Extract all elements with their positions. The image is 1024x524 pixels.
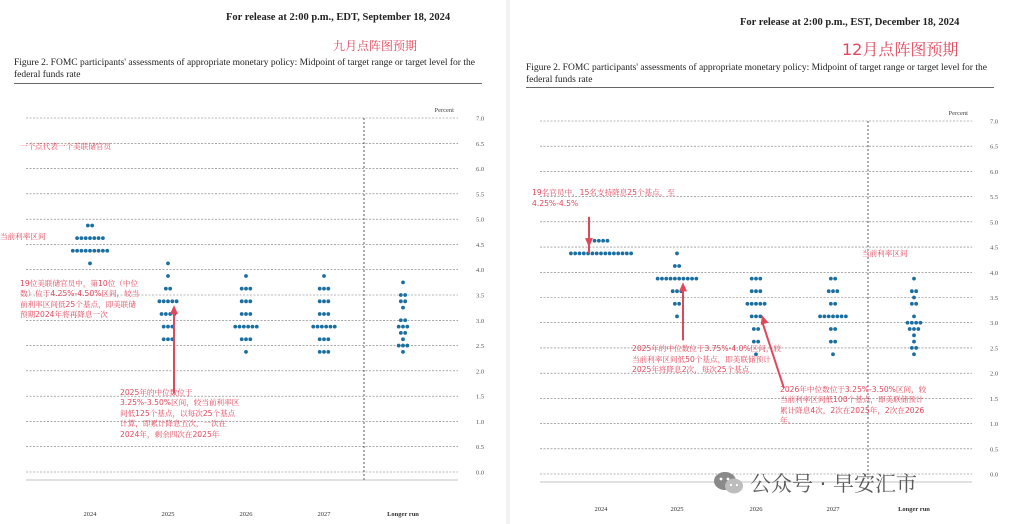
participant-dot <box>326 350 330 354</box>
participant-dot <box>164 312 168 316</box>
x-category-label: 2025 <box>161 511 175 518</box>
y-tick-label: 7.0 <box>476 115 485 123</box>
participant-dot <box>166 274 170 278</box>
y-tick-label: 0.0 <box>990 471 999 479</box>
participant-dot <box>673 277 677 281</box>
release-line: For release at 2:00 p.m., EST, December 18, 2024 <box>740 17 960 28</box>
participant-dot <box>758 302 762 306</box>
participant-dot <box>329 325 333 329</box>
participant-dot <box>92 249 96 253</box>
x-category-label: 2024 <box>594 506 608 513</box>
y-tick-label: 1.5 <box>990 395 999 403</box>
participant-dot <box>399 331 403 335</box>
participant-dot <box>916 327 920 331</box>
participant-dot <box>75 236 79 240</box>
participant-dot <box>754 277 758 281</box>
participant-dot <box>403 331 407 335</box>
participant-dot <box>840 315 844 319</box>
participant-dot <box>908 327 912 331</box>
participant-dot <box>242 325 246 329</box>
participant-dot <box>750 289 754 293</box>
x-category-label: 2026 <box>749 506 763 513</box>
y-tick-label: 6.0 <box>476 166 485 174</box>
participant-dot <box>403 299 407 303</box>
dot-plot-september <box>0 0 506 524</box>
annotation-text-body: 2026年中位数位于3.25%-3.50%区间，较当前利率区间低100个基点，即美联储预计累计降息4次，2次在2025年，2次在2026年。 <box>780 384 927 426</box>
y-tick-label: 4.5 <box>990 244 999 252</box>
x-category-label: 2026 <box>239 511 253 518</box>
y-tick-label: 1.0 <box>476 418 485 426</box>
annotation-text-body: 一个点代表一个美联储官员 <box>20 142 112 152</box>
annotation-text <box>120 388 240 458</box>
participant-dot <box>84 236 88 240</box>
participant-dot <box>752 327 756 331</box>
participant-dot <box>322 287 326 291</box>
participant-dot <box>244 299 248 303</box>
participant-dot <box>318 350 322 354</box>
y-tick-label: 7.0 <box>990 118 999 126</box>
participant-dot <box>166 261 170 265</box>
participant-dot <box>318 337 322 341</box>
participant-dot <box>758 277 762 281</box>
annotation-arrow-head <box>170 305 178 314</box>
participant-dot <box>401 325 405 329</box>
participant-dot <box>88 236 92 240</box>
participant-dot <box>164 287 168 291</box>
y-tick-label: 1.5 <box>476 393 485 401</box>
participant-dot <box>166 325 170 329</box>
participant-dot <box>677 277 681 281</box>
participant-dot <box>675 315 679 319</box>
y-tick-label: 4.0 <box>476 267 485 275</box>
participant-dot <box>240 337 244 341</box>
participant-dot <box>912 340 916 344</box>
participant-dot <box>248 312 252 316</box>
participant-dot <box>158 299 162 303</box>
participant-dot <box>318 299 322 303</box>
participant-dot <box>255 325 259 329</box>
x-category-label: 2024 <box>83 511 97 518</box>
participant-dot <box>835 289 839 293</box>
figure-title: Figure 2. FOMC participants' assessments of appropriate monetary policy: Midpoint of target range or target level for the federal funds rate <box>14 58 475 80</box>
participant-dot <box>162 337 166 341</box>
wechat-icon <box>712 470 746 496</box>
participant-dot <box>405 325 409 329</box>
chart-label-cn: 12月点阵图预期 <box>842 40 959 59</box>
participant-dot <box>750 315 754 319</box>
participant-dot <box>682 277 686 281</box>
participant-dot <box>246 325 250 329</box>
left-chart-panel <box>0 0 506 524</box>
participant-dot <box>168 287 172 291</box>
participant-dot <box>101 249 105 253</box>
participant-dot <box>166 337 170 341</box>
y-tick-label: 5.0 <box>476 216 485 224</box>
participant-dot <box>322 312 326 316</box>
participant-dot <box>660 277 664 281</box>
participant-dot <box>397 344 401 348</box>
y-tick-label: 2.5 <box>990 345 999 353</box>
y-tick-label: 0.5 <box>476 444 485 452</box>
participant-dot <box>750 277 754 281</box>
participant-dot <box>673 302 677 306</box>
y-tick-label: 5.5 <box>476 191 485 199</box>
participant-dot <box>320 325 324 329</box>
y-tick-label: 5.5 <box>990 194 999 202</box>
x-category-label: Longer run <box>898 506 930 513</box>
annotation-arrow-head <box>679 282 687 291</box>
participant-dot <box>97 236 101 240</box>
participant-dot <box>397 325 401 329</box>
participant-dot <box>401 280 405 284</box>
participant-dot <box>88 249 92 253</box>
participant-dot <box>833 302 837 306</box>
participant-dot <box>823 315 827 319</box>
participant-dot <box>664 277 668 281</box>
participant-dot <box>829 302 833 306</box>
y-tick-label: 3.5 <box>990 295 999 302</box>
participant-dot <box>326 337 330 341</box>
participant-dot <box>233 325 237 329</box>
participant-dot <box>673 264 677 268</box>
y-axis-label: Percent <box>434 107 454 114</box>
right-chart-panel <box>512 0 1024 524</box>
participant-dot <box>84 249 88 253</box>
participant-dot <box>906 321 910 325</box>
participant-dot <box>399 318 403 322</box>
participant-dot <box>833 277 837 281</box>
participant-dot <box>912 352 916 356</box>
participant-dot <box>251 325 255 329</box>
participant-dot <box>910 321 914 325</box>
annotation-text <box>862 249 932 319</box>
x-category-label: 2025 <box>670 506 684 513</box>
participant-dot <box>244 274 248 278</box>
y-tick-label: 1.0 <box>990 421 999 429</box>
release-line: For release at 2:00 p.m., EDT, September 18, 2024 <box>226 12 451 23</box>
participant-dot <box>403 318 407 322</box>
participant-dot <box>97 249 101 253</box>
participant-dot <box>756 340 760 344</box>
participant-dot <box>827 289 831 293</box>
participant-dot <box>240 312 244 316</box>
participant-dot <box>240 299 244 303</box>
participant-dot <box>248 299 252 303</box>
participant-dot <box>403 293 407 297</box>
participant-dot <box>248 337 252 341</box>
y-tick-label: 3.0 <box>476 317 485 325</box>
participant-dot <box>318 287 322 291</box>
participant-dot <box>248 287 252 291</box>
participant-dot <box>756 327 760 331</box>
participant-dot <box>175 299 179 303</box>
participant-dot <box>162 325 166 329</box>
y-tick-label: 2.5 <box>476 343 485 351</box>
participant-dot <box>316 325 320 329</box>
participant-dot <box>75 249 79 253</box>
annotation-text <box>20 279 140 349</box>
participant-dot <box>754 315 758 319</box>
participant-dot <box>401 350 405 354</box>
participant-dot <box>677 264 681 268</box>
participant-dot <box>656 277 660 281</box>
participant-dot <box>758 315 762 319</box>
participant-dot <box>322 350 326 354</box>
participant-dot <box>690 277 694 281</box>
participant-dot <box>401 337 405 341</box>
participant-dot <box>754 289 758 293</box>
participant-dot <box>333 325 337 329</box>
participant-dot <box>326 287 330 291</box>
participant-dot <box>401 344 405 348</box>
annotation-text-body: 当前利率区间 <box>0 231 46 241</box>
participant-dot <box>238 325 242 329</box>
annotation-text <box>20 142 140 212</box>
dot-plot-december <box>512 0 1024 524</box>
participant-dot <box>326 312 330 316</box>
panel-divider <box>506 0 510 524</box>
x-category-label: Longer run <box>387 511 419 518</box>
participant-dot <box>244 337 248 341</box>
participant-dot <box>829 327 833 331</box>
participant-dot <box>405 344 409 348</box>
participant-dot <box>677 302 681 306</box>
x-category-label: 2027 <box>317 511 331 518</box>
annotation-text <box>632 344 782 414</box>
participant-dot <box>752 340 756 344</box>
participant-dot <box>105 249 109 253</box>
y-tick-label: 6.5 <box>990 143 999 151</box>
y-tick-label: 3.5 <box>476 292 485 300</box>
participant-dot <box>399 293 403 297</box>
participant-dot <box>833 327 837 331</box>
y-tick-label: 2.0 <box>476 368 485 376</box>
participant-dot <box>324 325 328 329</box>
participant-dot <box>694 277 698 281</box>
annotation-text-body: 当前利率区间 <box>862 248 908 258</box>
y-tick-label: 5.0 <box>990 219 999 227</box>
participant-dot <box>88 261 92 265</box>
y-tick-label: 4.5 <box>476 241 485 249</box>
participant-dot <box>669 277 673 281</box>
participant-dot <box>831 352 835 356</box>
participant-dot <box>750 302 754 306</box>
y-axis-label: Percent <box>948 110 968 117</box>
x-category-label: 2027 <box>826 506 840 513</box>
participant-dot <box>829 277 833 281</box>
participant-dot <box>322 299 326 303</box>
participant-dot <box>919 321 923 325</box>
participant-dot <box>401 306 405 310</box>
participant-dot <box>322 337 326 341</box>
participant-dot <box>322 274 326 278</box>
y-tick-label: 0.0 <box>476 469 485 477</box>
annotation-text-body: 19位美联储官员中，第10位（中位数）位于4.25%-4.50%区间，较当前利率区间低25个基点，即美联储预期2024年将再降息一次 <box>20 278 140 320</box>
participant-dot <box>101 236 105 240</box>
participant-dot <box>835 315 839 319</box>
participant-dot <box>833 340 837 344</box>
y-tick-label: 3.0 <box>990 320 999 328</box>
participant-dot <box>244 287 248 291</box>
participant-dot <box>831 289 835 293</box>
participant-dot <box>86 224 90 228</box>
chart-label-cn: 九月点阵图预期 <box>333 39 418 53</box>
participant-dot <box>829 340 833 344</box>
participant-dot <box>746 302 750 306</box>
participant-dot <box>160 312 164 316</box>
participant-dot <box>71 249 75 253</box>
participant-dot <box>244 350 248 354</box>
participant-dot <box>831 315 835 319</box>
participant-dot <box>827 315 831 319</box>
participant-dot <box>240 287 244 291</box>
participant-dot <box>818 315 822 319</box>
y-tick-label: 0.5 <box>990 446 999 454</box>
y-tick-label: 6.5 <box>476 140 485 148</box>
participant-dot <box>311 325 315 329</box>
participant-dot <box>675 289 679 293</box>
annotation-text-body: 2025年的中位数位于3.25%-3.50%区间，较当前利率区间低125个基点，以每次25个基点计算，即累计降息五次，一次在2024年，剩余四次在2025年 <box>120 387 240 439</box>
participant-dot <box>166 299 170 303</box>
watermark-text: 公众号 · 早安汇市 <box>750 472 918 496</box>
participant-dot <box>844 315 848 319</box>
participant-dot <box>914 346 918 350</box>
participant-dot <box>244 312 248 316</box>
figure-title: Figure 2. FOMC participants' assessments of appropriate monetary policy: Midpoint of target range or target level for the federal funds rate <box>526 63 987 85</box>
participant-dot <box>912 327 916 331</box>
annotation-text <box>780 385 930 455</box>
annotation-text-body: 2025年的中位数位于3.75%-4.0%区间，较当前利率区间低50个基点，即美联储预计2025年将降息2次，每次25个基点 <box>632 344 782 375</box>
participant-dot <box>80 236 84 240</box>
participant-dot <box>326 299 330 303</box>
participant-dot <box>754 302 758 306</box>
participant-dot <box>92 236 96 240</box>
participant-dot <box>914 321 918 325</box>
annotation-text-body: 19名官员中，15名支持降息25个基点，至4.25%-4.5% <box>532 188 675 208</box>
participant-dot <box>763 302 767 306</box>
y-tick-label: 2.0 <box>990 370 999 378</box>
participant-dot <box>910 346 914 350</box>
participant-dot <box>671 289 675 293</box>
participant-dot <box>170 299 174 303</box>
participant-dot <box>90 224 94 228</box>
participant-dot <box>80 249 84 253</box>
y-tick-label: 4.0 <box>990 269 999 277</box>
participant-dot <box>686 277 690 281</box>
y-tick-label: 6.0 <box>990 168 999 176</box>
participant-dot <box>318 312 322 316</box>
annotation-text <box>532 188 682 258</box>
participant-dot <box>912 333 916 337</box>
participant-dot <box>399 299 403 303</box>
participant-dot <box>758 289 762 293</box>
participant-dot <box>162 299 166 303</box>
